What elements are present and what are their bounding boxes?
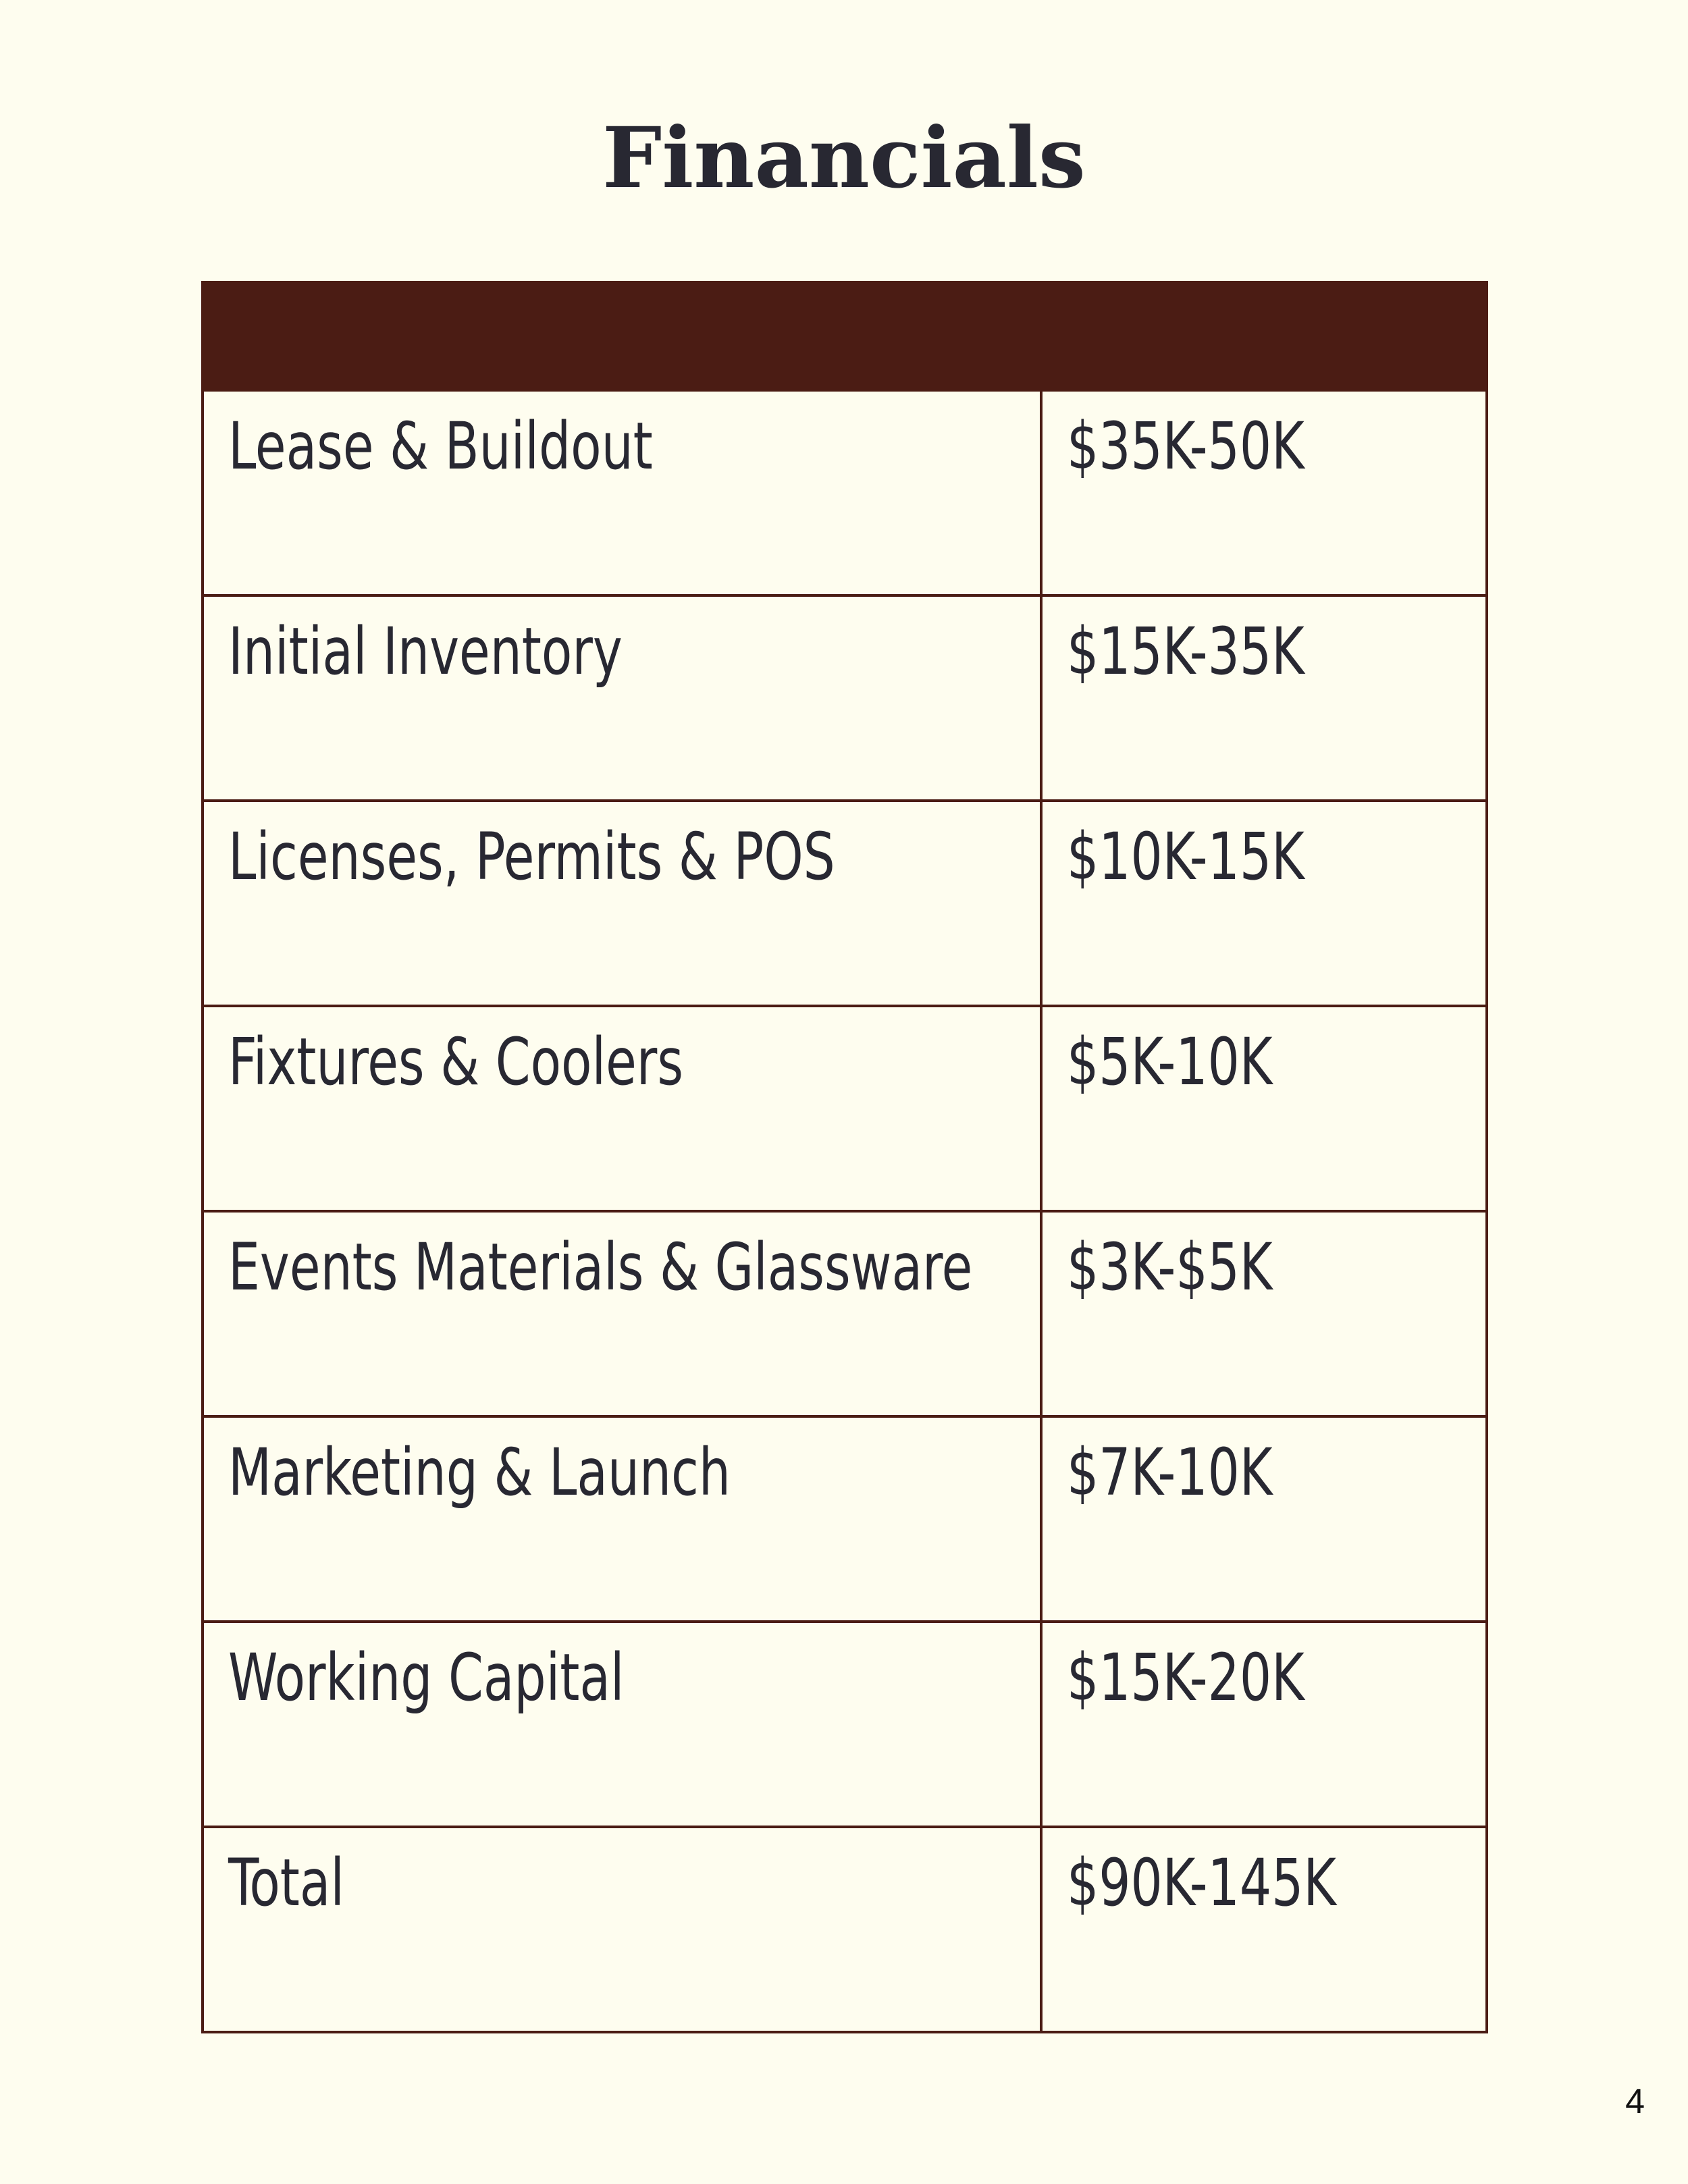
item-cell xyxy=(203,390,1041,595)
table-row xyxy=(203,595,1487,801)
item-label: Initial Inventory xyxy=(228,614,623,689)
item-cell xyxy=(203,1006,1041,1211)
item-label: Lease & Buildout xyxy=(228,408,653,484)
cost-value: $7K-10K xyxy=(1067,1435,1273,1510)
cost-cell xyxy=(1041,1827,1487,2032)
cost-value: $5K-10K xyxy=(1067,1024,1273,1100)
page-number: 4 xyxy=(1625,2082,1645,2121)
cost-value: $3K-$5K xyxy=(1067,1229,1273,1305)
item-label: Marketing & Launch xyxy=(228,1435,731,1510)
table-row xyxy=(203,1622,1487,1827)
cost-cell xyxy=(1041,390,1487,595)
financials-table xyxy=(201,281,1488,2033)
item-cell xyxy=(203,1622,1041,1827)
item-cell xyxy=(203,801,1041,1006)
cost-value: $15K-20K xyxy=(1067,1640,1304,1715)
table-row xyxy=(203,1006,1487,1211)
cost-value: $15K-35K xyxy=(1067,614,1304,689)
table-row xyxy=(203,1416,1487,1622)
header-cell-cost xyxy=(1041,282,1487,390)
page-title: Financials xyxy=(602,109,1086,207)
cost-value: $10K-15K xyxy=(1067,819,1304,895)
table-row-total xyxy=(203,1827,1487,2032)
total-value: $90K-145K xyxy=(1067,1845,1337,1921)
item-label: Fixtures & Coolers xyxy=(228,1024,684,1100)
table-row xyxy=(203,801,1487,1006)
item-cell xyxy=(203,1416,1041,1622)
item-cell xyxy=(203,1827,1041,2032)
item-cell xyxy=(203,1211,1041,1416)
table-header-row xyxy=(203,282,1487,390)
item-label: Licenses, Permits & POS xyxy=(228,819,835,895)
cost-cell xyxy=(1041,595,1487,801)
cost-value: $35K-50K xyxy=(1067,408,1304,484)
item-label: Events Materials & Glassware xyxy=(228,1229,973,1305)
cost-cell xyxy=(1041,801,1487,1006)
table-row xyxy=(203,390,1487,595)
cost-cell xyxy=(1041,1211,1487,1416)
header-cell-item xyxy=(203,282,1041,390)
cost-cell xyxy=(1041,1622,1487,1827)
total-label: Total xyxy=(228,1845,345,1921)
item-cell xyxy=(203,595,1041,801)
cost-cell xyxy=(1041,1006,1487,1211)
cost-cell xyxy=(1041,1416,1487,1622)
table-row xyxy=(203,1211,1487,1416)
item-label: Working Capital xyxy=(228,1640,625,1715)
